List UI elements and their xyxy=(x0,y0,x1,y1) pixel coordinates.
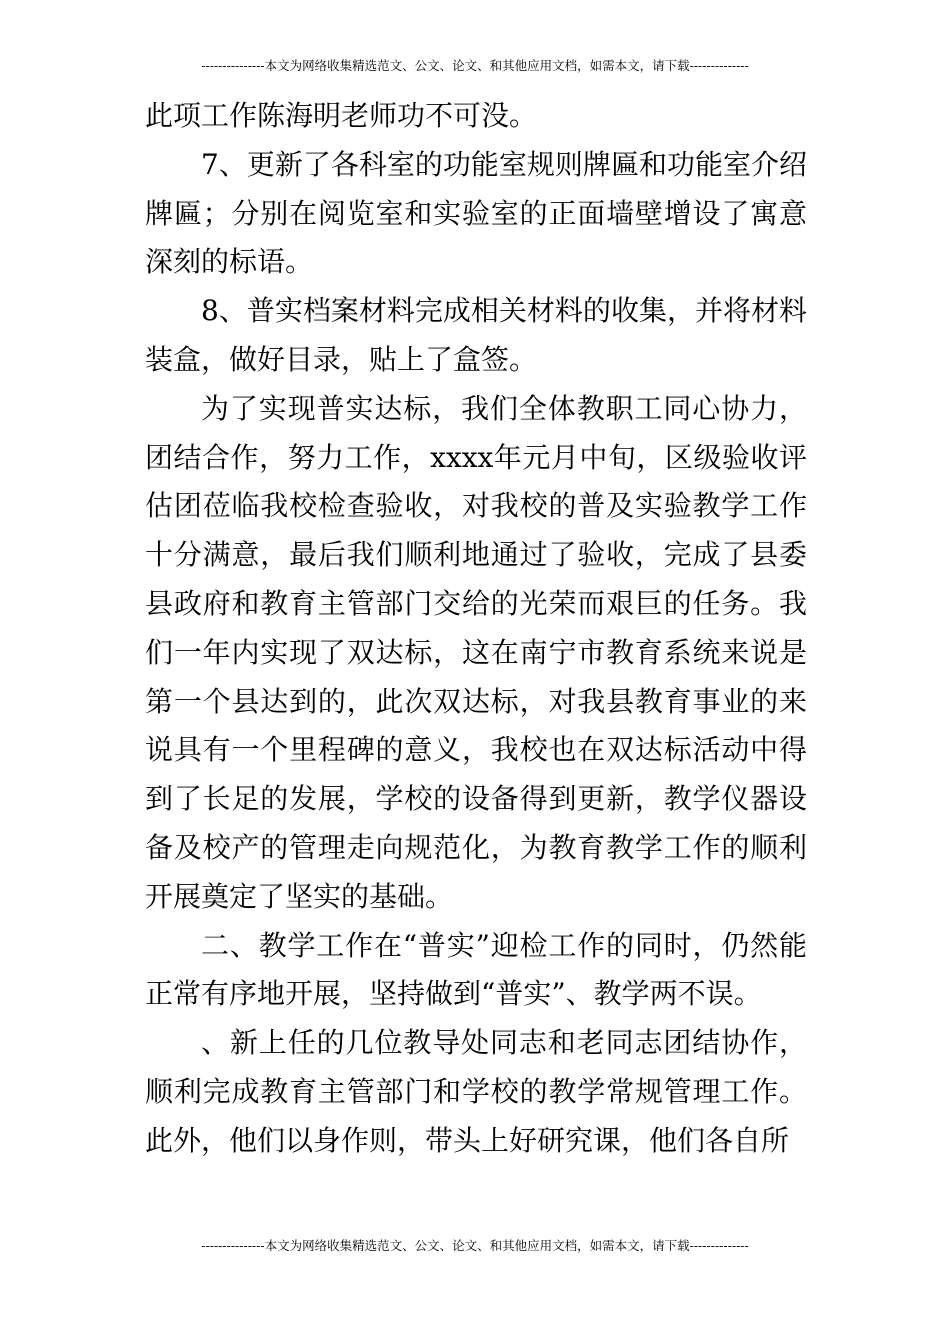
page-header: ---------------本文为网络收集精选范文、公文、论文、和其他应用文档，如需本文，请下载-------------- xyxy=(201,58,749,73)
paragraph-continuation: 此项工作陈海明老师功不可没。 xyxy=(145,99,538,132)
document-body xyxy=(145,92,807,1166)
section-heading-teaching: 二、教学工作在“普实”迎检工作的同时，仍然能正常有序地开展，坚持做到“普实”、教学两不误。 xyxy=(145,928,807,1011)
paragraph-item-8: 8、普实档案材料完成相关材料的收集，并将材料装盒，做好目录，贴上了盒签。 xyxy=(145,294,807,376)
paragraph-summary: 为了实现普实达标，我们全体教职工同心协力，团结合作，努力工作，xxxx年元月中旬，区级验收评估团莅临我校检查验收，对我校的普及实验教学工作十分满意，最后我们顺利地通过了验收，完成了县委县政府和教育主管部门交给的光荣而艰巨的任务。我们一年内实现了双达标，这在南宁市教育系统来说是第一个县达到的，此次双达标，对我县教育事业的来说具有一个里程碑的意义，我校也在双达标活动中得到了长足的发展，学校的设备得到更新，教学仪器设备及校产的管理走向规范化，为教育教学工作的顺利开展奠定了坚实的基础。 xyxy=(145,391,807,913)
paragraph-item-7: 7、更新了各科室的功能室规则牌匾和功能室介绍牌匾；分别在阅览室和实验室的正面墙壁增设了寓意深刻的标语。 xyxy=(145,147,807,279)
page-footer: ---------------本文为网络收集精选范文、公文、论文、和其他应用文档，如需本文，请下载-------------- xyxy=(201,1238,749,1253)
paragraph-teaching-staff: 、新上任的几位教导处同志和老同志团结协作，顺利完成教育主管部门和学校的教学常规管理工作。此外，他们以身作则，带头上好研究课，他们各自所 xyxy=(145,1026,807,1157)
